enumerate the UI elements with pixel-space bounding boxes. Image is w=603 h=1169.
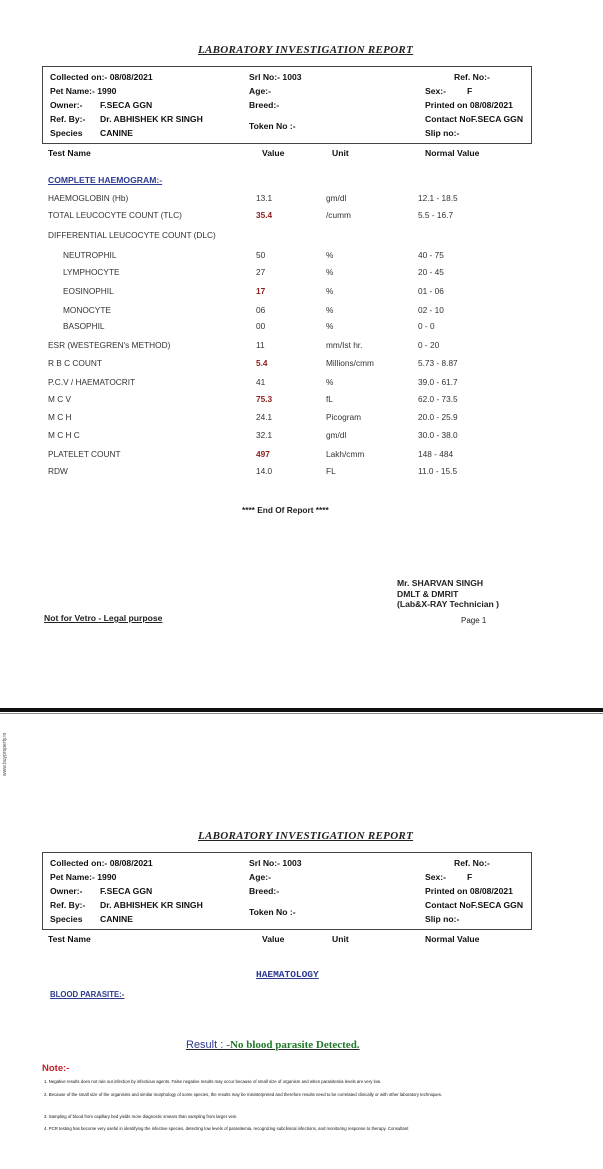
test-name-cell: DIFFERENTIAL LEUCOCYTE COUNT (DLC) <box>48 230 216 240</box>
legal-disclaimer: Not for Vetro - Legal purpose <box>44 613 163 623</box>
note-4: 4. PCR testing has become very useful in identifying the infective species, detecting low levels of parasitemia, recognizing subclinical infections, and monitoring response to therapy. Consultant <box>44 1126 409 1131</box>
species: Species CANINE <box>50 914 133 924</box>
signature-block <box>397 578 499 610</box>
age: Age:- <box>249 872 271 882</box>
signature-role: (Lab&X-RAY Technician ) <box>397 599 500 609</box>
table-row <box>0 449 603 465</box>
test-name-cell: BASOPHIL <box>63 321 105 331</box>
normal-range-cell: 148 - 484 <box>418 449 454 459</box>
normal-range-cell: 5.73 - 8.87 <box>418 358 458 368</box>
col-test-name: Test Name <box>48 148 91 158</box>
patient-info-box-page2 <box>42 852 532 930</box>
normal-range-cell: 62.0 - 73.5 <box>418 394 458 404</box>
contact-no: Contact NoF.SECA GGN <box>425 900 524 910</box>
sex: Sex:- F <box>425 86 473 96</box>
test-name-cell: PLATELET COUNT <box>48 449 121 459</box>
test-name-cell: HAEMOGLOBIN (Hb) <box>48 193 129 203</box>
value-cell: 41 <box>256 377 266 387</box>
table-row <box>0 377 603 393</box>
unit-cell: % <box>326 250 334 260</box>
collected-on: Collected on:- 08/08/2021 <box>50 858 153 868</box>
report-title: LABORATORY INVESTIGATION REPORT <box>198 44 414 56</box>
owner: Owner:- F.SECA GGN <box>50 100 153 110</box>
unit-cell: % <box>326 321 334 331</box>
normal-range-cell: 20.0 - 25.9 <box>418 412 458 422</box>
test-name-cell: NEUTROPHIL <box>63 250 117 260</box>
token-no: Token No :- <box>249 121 296 131</box>
printed-on: Printed on 08/08/2021 <box>425 886 513 896</box>
note-heading: Note:- <box>42 1063 70 1074</box>
page-divider <box>0 708 603 712</box>
test-name-cell: ESR (WESTEGREN's METHOD) <box>48 340 171 350</box>
value-cell: 50 <box>256 250 266 260</box>
normal-range-cell: 0 - 0 <box>418 321 435 331</box>
value-cell: 5.4 <box>256 358 268 368</box>
note-3: 3. Sampling of blood from capillary bed yields more diagnostic smears than sampling from larger vein. <box>44 1114 238 1119</box>
table-row <box>0 286 603 302</box>
normal-range-cell: 40 - 75 <box>418 250 444 260</box>
signature-qualification: DMLT & DMRIT <box>397 588 459 599</box>
result-value: -No blood parasite Detected. <box>226 1039 360 1051</box>
test-name-cell: R B C COUNT <box>48 358 102 368</box>
test-name-cell: RDW <box>48 466 68 476</box>
table-row <box>0 466 603 482</box>
unit-cell: % <box>326 286 334 296</box>
col-value-page2: Value <box>262 934 285 944</box>
owner: Owner:- F.SECA GGN <box>50 886 153 896</box>
test-name-cell: M C V <box>48 394 72 404</box>
value-cell: 24.1 <box>256 412 273 422</box>
page-divider-shadow <box>0 713 603 714</box>
value-cell: 35.4 <box>256 210 273 220</box>
unit-cell: gm/dl <box>326 193 347 203</box>
test-name-cell: M C H <box>48 412 72 422</box>
token-no: Token No :- <box>249 907 296 917</box>
value-cell: 14.0 <box>256 466 273 476</box>
value-cell: 17 <box>256 286 266 296</box>
unit-cell: % <box>326 267 334 277</box>
ref-by: Ref. By:- Dr. ABHISHEK KR SINGH <box>50 900 203 910</box>
unit-cell: Lakh/cmm <box>326 449 365 459</box>
ref-no: Ref. No:- <box>454 72 490 82</box>
end-of-report: **** End Of Report **** <box>242 505 329 515</box>
sex: Sex:- F <box>425 872 473 882</box>
table-row <box>0 358 603 374</box>
test-name-cell: TOTAL LEUCOCYTE COUNT (TLC) <box>48 210 182 220</box>
page-number: Page 1 <box>461 616 487 625</box>
unit-cell: gm/dl <box>326 430 347 440</box>
slip-no: Slip no:- <box>425 128 460 138</box>
pet-name: Pet Name:- 1990 <box>50 872 117 882</box>
test-name-cell: P.C.V / HAEMATOCRIT <box>48 377 136 387</box>
unit-cell: % <box>326 377 334 387</box>
table-row <box>0 210 603 226</box>
table-row <box>0 267 603 283</box>
normal-range-cell: 0 - 20 <box>418 340 440 350</box>
unit-cell: % <box>326 305 334 315</box>
signature-name: Mr. SHARVAN SINGH <box>397 578 484 588</box>
pet-name: Pet Name:- 1990 <box>50 86 117 96</box>
test-name-cell: EOSINOPHIL <box>63 286 114 296</box>
table-row <box>0 430 603 446</box>
value-cell: 13.1 <box>256 193 273 203</box>
printed-on: Printed on 08/08/2021 <box>425 100 513 110</box>
value-cell: 11 <box>256 340 265 350</box>
table-row <box>0 321 603 337</box>
breed: Breed:- <box>249 886 280 896</box>
normal-range-cell: 01 - 06 <box>418 286 444 296</box>
unit-cell: /cumm <box>326 210 351 220</box>
value-cell: 27 <box>256 267 266 277</box>
contact-no: Contact NoF.SECA GGN <box>425 114 524 124</box>
species: Species CANINE <box>50 128 133 138</box>
breed: Breed:- <box>249 100 280 110</box>
unit-cell: FL <box>326 466 336 476</box>
unit-cell: Millions/cmm <box>326 358 374 368</box>
value-cell: 00 <box>256 321 266 331</box>
normal-range-cell: 11.0 - 15.5 <box>418 466 458 476</box>
srl-no: Srl No:- 1003 <box>249 72 302 82</box>
ref-no: Ref. No:- <box>454 858 490 868</box>
col-unit: Unit <box>332 148 349 158</box>
normal-range-cell: 5.5 - 16.7 <box>418 210 454 220</box>
section-blood-parasite: BLOOD PARASITE:- <box>50 990 125 999</box>
section-complete-haemogram: COMPLETE HAEMOGRAM:- <box>48 175 163 185</box>
note-2: 2. Because of the small size of the organisms and similar morphology of some species, the results may be misinterpreted and therefore results need to be correlated clinically or with other laboratory techniques. <box>44 1092 443 1097</box>
unit-cell: Picogram <box>326 412 362 422</box>
age: Age:- <box>249 86 271 96</box>
table-row <box>0 193 603 209</box>
note-1: 1. Negative results does not rule out infection by infectious agents. False negative results may occur because of small size of organism and when parasitemia levels are very low. <box>44 1079 381 1084</box>
col-value: Value <box>262 148 285 158</box>
report-title-page2: LABORATORY INVESTIGATION REPORT <box>198 830 414 842</box>
patient-info-box <box>42 66 532 144</box>
unit-cell: mm/Ist hr. <box>326 340 363 350</box>
parasite-result <box>186 1039 360 1051</box>
table-row <box>0 340 603 356</box>
normal-range-cell: 39.0 - 61.7 <box>418 377 458 387</box>
slip-no: Slip no:- <box>425 914 460 924</box>
value-cell: 497 <box>256 449 270 459</box>
table-row <box>0 230 603 246</box>
normal-range-cell: 20 - 45 <box>418 267 444 277</box>
section-haematology: HAEMATOLOGY <box>256 969 319 980</box>
result-label: Result : <box>186 1039 224 1051</box>
col-unit-page2: Unit <box>332 934 349 944</box>
normal-range-cell: 12.1 - 18.5 <box>418 193 458 203</box>
unit-cell: fL <box>326 394 333 404</box>
table-row <box>0 250 603 266</box>
col-normal: Normal Value <box>425 148 480 158</box>
value-cell: 75.3 <box>256 394 273 404</box>
srl-no: Srl No:- 1003 <box>249 858 302 868</box>
table-row <box>0 305 603 321</box>
value-cell: 32.1 <box>256 430 273 440</box>
table-row <box>0 394 603 410</box>
col-test-name-page2: Test Name <box>48 934 91 944</box>
side-watermark: www.buyproperty.in <box>2 732 8 776</box>
test-name-cell: MONOCYTE <box>63 305 111 315</box>
col-normal-page2: Normal Value <box>425 934 480 944</box>
normal-range-cell: 30.0 - 38.0 <box>418 430 458 440</box>
value-cell: 06 <box>256 305 266 315</box>
ref-by: Ref. By:- Dr. ABHISHEK KR SINGH <box>50 114 203 124</box>
collected-on: Collected on:- 08/08/2021 <box>50 72 153 82</box>
normal-range-cell: 02 - 10 <box>418 305 444 315</box>
table-row <box>0 412 603 428</box>
test-name-cell: LYMPHOCYTE <box>63 267 120 277</box>
test-name-cell: M C H C <box>48 430 80 440</box>
